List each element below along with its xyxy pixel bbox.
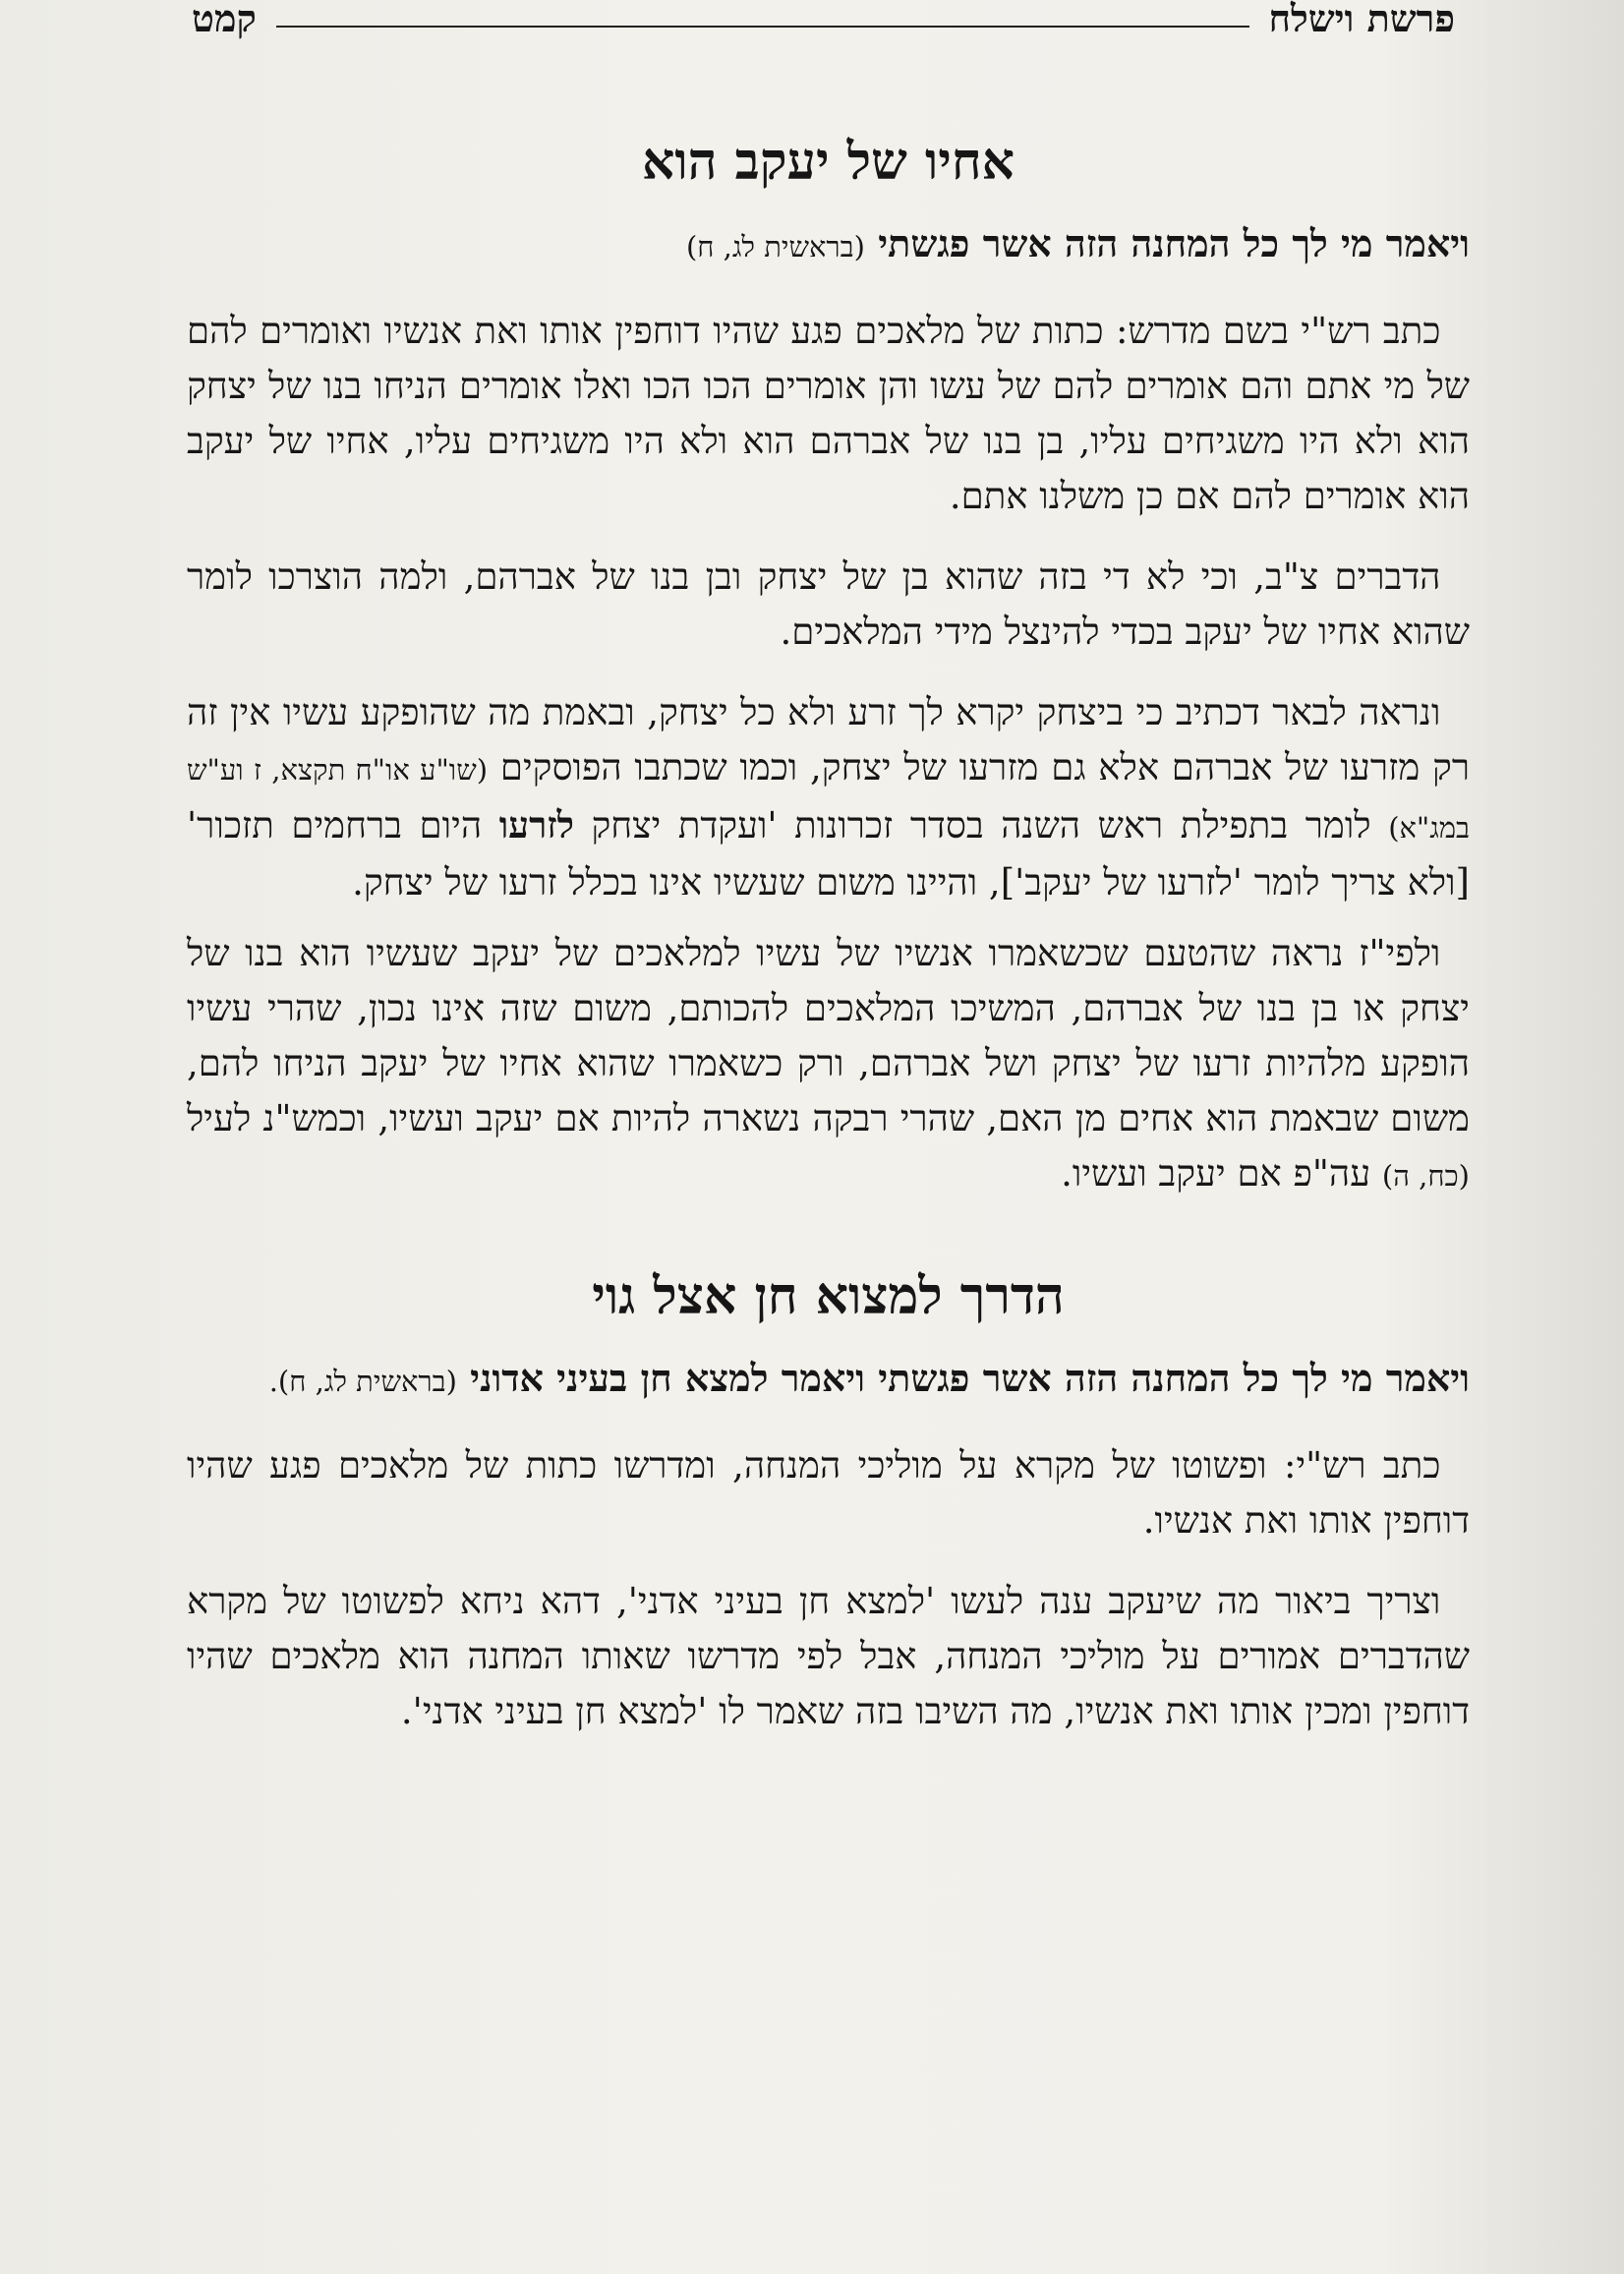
parsha-name: פרשת וישלח [1268,0,1455,40]
source-reference: (כח, ה) [1381,1159,1470,1193]
text-run: עה"פ אם יעקב ועשיו. [1061,1152,1371,1195]
text-run: ונראה לבאר דכתיב כי ביצחק יקרא לך זרע ולא כל יצחק, ובאמת מה שהופקע עשיו אין זה רק מזרעו של אברהם אלא גם מזרעו של יצחק, וכמו שכתבו הפוסקים [187,691,1471,788]
section-gap [187,1229,1470,1262]
paragraph: וצריך ביאור מה שיעקב ענה לעשו 'למצא חן בעיני אדני', דהא ניחא לפשוטו של מקרא שהדברים אמורים על מוליכי המנחה, אבל לפי מדרשו שאותו המחנה הוא מלאכים שהיו דוחפין ומכין אותו ואת אנשיו, מה השיבו בזה שאמר לו 'למצא חן בעיני אדני'. [187,1580,1470,1732]
section-title-2: הדרך למצוא חן אצל גוי [592,1266,1065,1326]
header-rule [276,0,1249,28]
verse-reference-2: (בראשית לג, ח). [268,1365,457,1398]
paragraph: כתב רש"י: ופשוטו של מקרא על מוליכי המנחה, ומדרשו כתות של מלאכים פגע שהיו דוחפין אותו ואת אנשיו. [187,1444,1470,1542]
emphasized-word: לזרעו [498,803,574,846]
paragraph [187,926,1470,1203]
verse-reference-1: (בראשית לג, ח) [685,230,865,263]
section-title-1: אחיו של יעקב הוא [641,132,1015,192]
paragraph [187,685,1470,910]
source-reference: (שו"ע או"ח תקצא, ז וע"ש במג"א) [187,753,1470,845]
page-number: קמט [192,0,257,40]
paragraph: כתב רש"י בשם מדרש: כתות של מלאכים פגע שהיו דוחפין אותו ואת אנשיו ואומרים להם של מי אתם והם אומרים להם של עשו והן אומרים הכו הכו ואלו אומרים הניחו בנו של יצחק הוא ולא היו משגיחים עליו, בן בנו של אברהם הוא ולא היו משגיחים עליו, אחיו של יעקב הוא אומרים להם אם כן משלנו אתם. [187,310,1470,517]
running-header [192,0,1455,39]
paragraph: הדברים צ"ב, וכי לא די בזה שהוא בן של יצחק ובן בנו של אברהם, ולמה הוצרכו לומר שהוא אחיו של יעקב בכדי להינצל מידי המלאכים. [187,555,1470,653]
text-run: ולפי"ז נראה שהטעם שכשאמרו אנשיו של עשיו למלאכים של יעקב שעשיו הוא בנו של יצחק או בן בנו של אברהם, המשיכו המלאכים להכותם, משום שזה אינו נכון, שהרי עשיו הופקע מלהיות זרעו של יצחק ושל אברהם, ורק כשאמרו שהוא אחיו של יעקב הניחו להם, משום שבאמת הוא אחים מן האם, שהרי רבקה נשארה להיות אם יעקב ועשיו, וכמש"נ לעיל [187,932,1470,1139]
verse-text-1: ויאמר מי לך כל המחנה הזה אשר פגשתי [878,221,1470,265]
verse-quote-1 [187,216,1470,274]
verse-quote-2 [187,1351,1470,1409]
verse-text-2: ויאמר מי לך כל המחנה הזה אשר פגשתי ויאמר למצא חן בעיני אדוני [470,1356,1470,1400]
page-content [187,128,1470,1765]
text-run: היום ברחמים תזכור' [ולא צריך לומר 'לזרעו של יעקב'], והיינו משום שעשיו אינו בכלל זרעו של יצחק. [187,804,1470,904]
text-run: לומר בתפילת ראש השנה בסדר זכרונות 'ועקדת יצחק [591,804,1371,846]
